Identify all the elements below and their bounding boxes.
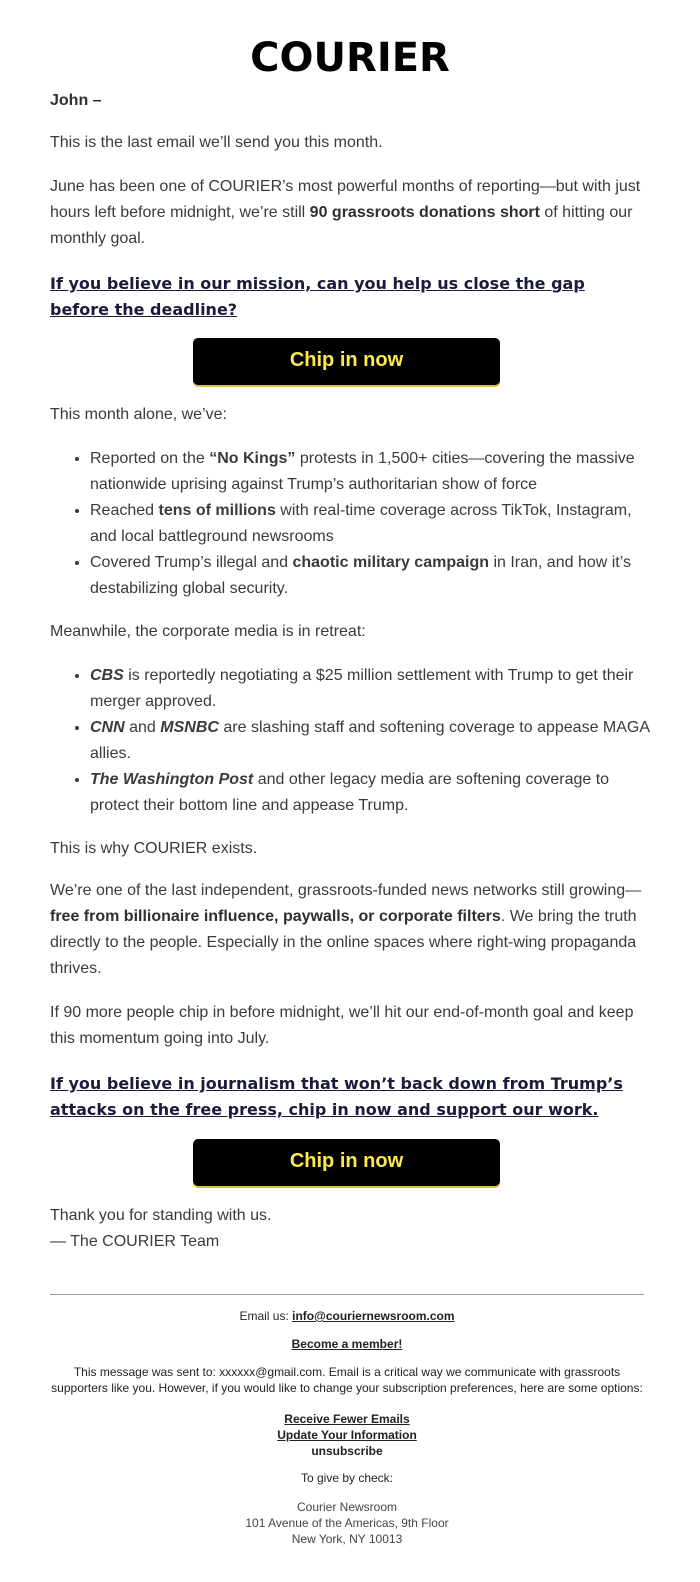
receive-fewer-emails-link[interactable]: Receive Fewer Emails bbox=[284, 1412, 410, 1426]
outlet-name: The Washington Post bbox=[90, 771, 254, 788]
list-item bbox=[90, 663, 650, 715]
list-item-text: and other legacy media are softening coverage to protect their bottom line and appease Trump. bbox=[90, 771, 610, 814]
list-item-text: Reported on the bbox=[90, 450, 210, 467]
unsubscribe-link[interactable]: unsubscribe bbox=[311, 1444, 383, 1458]
media-intro: Meanwhile, the corporate media is in retreat: bbox=[50, 623, 366, 640]
address-line: New York, NY 10013 bbox=[291, 1532, 403, 1546]
month-intro: This month alone, we’ve: bbox=[50, 406, 227, 423]
list-item bbox=[90, 715, 650, 767]
greeting: John – bbox=[50, 92, 102, 109]
check-label: To give by check: bbox=[300, 1471, 394, 1485]
footer-update-line bbox=[50, 1427, 644, 1443]
footer-email-line bbox=[50, 1308, 644, 1324]
list-item-text: with real-time coverage across TikTok, Instagram, and local battleground newsrooms bbox=[90, 502, 632, 545]
list-item bbox=[90, 446, 650, 498]
intro-text: This is the last email we’ll send you this month. bbox=[50, 134, 383, 151]
list-item-text: are slashing staff and softening coverage to appease MAGA allies. bbox=[90, 719, 650, 762]
paragraph-goal-text: June has been one of COURIER’s most powerful months of reporting—but with just hours left before midnight, we’re still bbox=[50, 178, 641, 221]
list-item-text: Reached bbox=[90, 502, 159, 519]
chip-in-button-bottom[interactable]: Chip in now bbox=[193, 1139, 500, 1186]
outlet-name: MSNBC bbox=[160, 719, 219, 736]
paragraph-independent-text-end: . We bring the truth directly to the people. Especially in the online spaces where right-wing propaganda thrives. bbox=[50, 908, 637, 977]
become-member-link[interactable]: Become a member! bbox=[291, 1337, 403, 1351]
chip-in-button-top[interactable]: Chip in now bbox=[193, 338, 500, 385]
footer-member-line bbox=[50, 1336, 644, 1352]
paragraph-goal-bold: 90 grassroots donations short bbox=[309, 204, 540, 221]
list-item bbox=[90, 498, 650, 550]
outlet-name: CNN bbox=[90, 719, 125, 736]
paragraph-independent-bold: free from billionaire influence, paywalls, or corporate filters bbox=[50, 908, 501, 925]
signoff: — The COURIER Team bbox=[50, 1233, 220, 1250]
footer-email-label: Email us: bbox=[239, 1309, 293, 1323]
media-list bbox=[50, 663, 650, 819]
outlet-name: CBS bbox=[90, 667, 124, 684]
address-line: Courier Newsroom bbox=[296, 1500, 398, 1514]
list-item-text: protests in 1,500+ cities—covering the massive nationwide uprising against Trump’s authoritarian show of force bbox=[90, 450, 635, 493]
update-information-link[interactable]: Update Your Information bbox=[277, 1428, 417, 1442]
footer-notice: This message was sent to: xxxxxx@gmail.com. Email is a critical way we communicate with grassroots supporters like you. However, if you would like to change your subscription preferences, here are some options: bbox=[51, 1365, 643, 1395]
paragraph-goal bbox=[50, 174, 650, 252]
cta-link-journalism[interactable]: If you believe in journalism that won’t back down from Trump’s attacks on the free press, chip in now and support our work. bbox=[50, 1074, 623, 1119]
list-item-bold: tens of millions bbox=[158, 502, 276, 519]
paragraph-independent bbox=[50, 878, 650, 982]
address-line: 101 Avenue of the Americas, 9th Floor bbox=[245, 1516, 449, 1530]
list-item bbox=[90, 550, 650, 602]
list-item-text: Covered Trump’s illegal and bbox=[90, 554, 293, 571]
cta-link-mission[interactable]: If you believe in our mission, can you help us close the gap before the deadline? bbox=[50, 274, 585, 319]
why-text: This is why COURIER exists. bbox=[50, 840, 258, 857]
paragraph-independent-text: We’re one of the last independent, grassroots-funded news networks still growing— bbox=[50, 882, 642, 899]
list-item-bold: chaotic military campaign bbox=[292, 554, 489, 571]
list-item-bold: “No Kings” bbox=[209, 450, 296, 467]
list-item-text: and bbox=[124, 719, 161, 736]
footer-divider bbox=[50, 1294, 644, 1295]
list-item-text: is reportedly negotiating a $25 million settlement with Trump to get their merger approved. bbox=[90, 667, 634, 710]
footer-email-link[interactable]: info@couriernewsroom.com bbox=[292, 1309, 455, 1323]
footer-fewer-line bbox=[50, 1411, 644, 1427]
paragraph-goal-text-end: of hitting our monthly goal. bbox=[50, 204, 633, 247]
achievements-list bbox=[50, 446, 650, 602]
courier-logo: COURIER bbox=[250, 35, 450, 81]
thanks-text: Thank you for standing with us. bbox=[50, 1207, 272, 1224]
paragraph-goal-july: If 90 more people chip in before midnight, we’ll hit our end-of-month goal and keep this momentum going into July. bbox=[50, 1004, 634, 1047]
list-item bbox=[90, 767, 650, 819]
list-item-text: in Iran, and how it’s destabilizing global security. bbox=[90, 554, 632, 597]
